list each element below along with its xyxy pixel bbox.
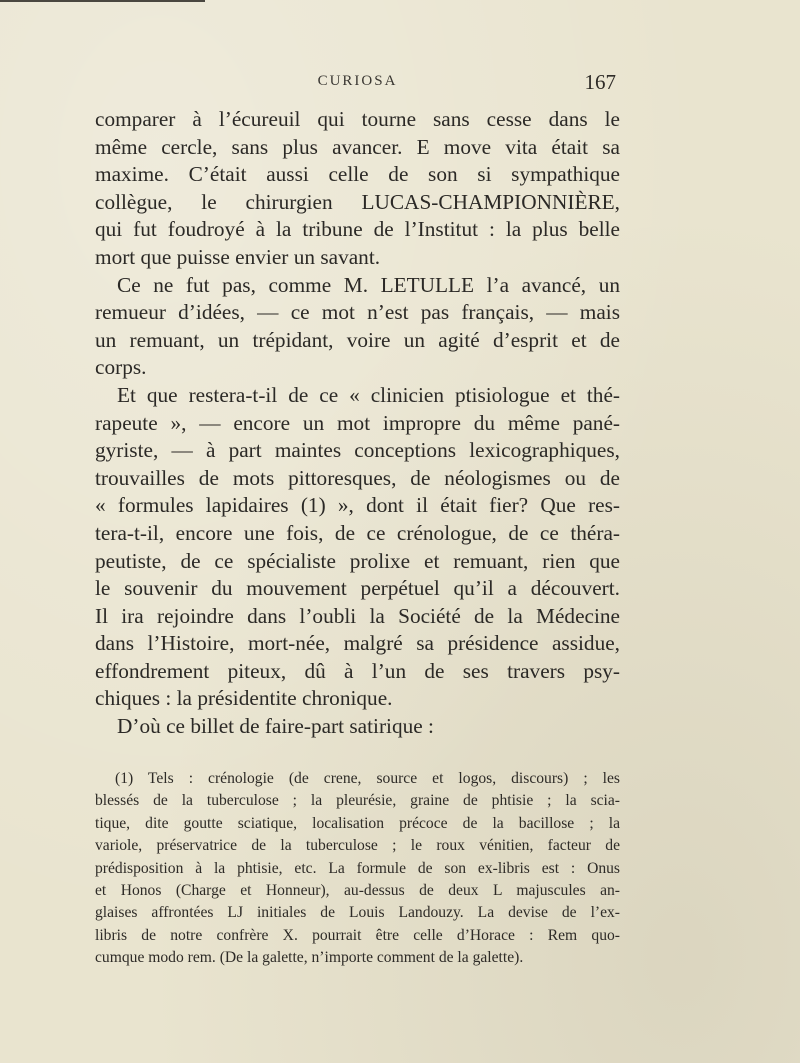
text-line: tera-t-il, encore une fois, de ce crénologue, de ce théra- xyxy=(95,520,620,545)
body-text xyxy=(95,106,620,741)
text-line: même cercle, sans plus avancer. E move vita était sa xyxy=(95,134,620,159)
footnote-line: tique, dite goutte sciatique, localisation précoce de la bacillose ; la xyxy=(95,814,620,832)
footnote-line: glaises affrontées LJ initiales de Louis Landouzy. La devise de l’ex- xyxy=(95,904,620,922)
running-title: CURIOSA xyxy=(317,73,398,89)
text-line: Et que restera-t-il de ce « clinicien ptisiologue et thé- xyxy=(117,382,620,407)
text-line: mort que puisse envier un savant. xyxy=(95,244,381,269)
text-line: gyriste, — à part maintes conceptions lexicographiques, xyxy=(95,438,620,463)
text-line: un remuant, un trépidant, voire un agité d’esprit et de xyxy=(95,327,620,352)
text-line: dans l’Histoire, mort-née, malgré sa présidence assidue, xyxy=(95,631,620,656)
text-line: Il ira rejoindre dans l’oubli la Société de la Médecine xyxy=(95,603,620,628)
text-line: qui fut foudroyé à la tribune de l’Institut : la plus belle xyxy=(95,217,620,242)
footnote-line: prédisposition à la phtisie, etc. La formule de son ex-libris est : Onus xyxy=(95,859,620,877)
text-line: effondrement piteux, dû à l’un de ses travers psy- xyxy=(95,658,620,683)
text-line: Ce ne fut pas, comme M. LETULLE l’a avancé, un xyxy=(117,272,620,297)
footnote-line: blessés de la tuberculose ; la pleurésie, graine de phtisie ; la scia- xyxy=(95,792,620,810)
footnote-line: et Honos (Charge et Honneur), au-dessus de deux L majuscules an- xyxy=(95,882,620,900)
footnote-line: variole, préservatrice de la tuberculose ; le roux vénitien, facteur de xyxy=(95,837,620,855)
text-line: rapeute », — encore un mot impropre du même pané- xyxy=(95,410,620,435)
top-rule xyxy=(0,0,205,2)
text-line: peutiste, de ce spécialiste prolixe et remuant, rien que xyxy=(95,548,620,573)
text-line: D’où ce billet de faire-part satirique : xyxy=(117,714,434,739)
page-header xyxy=(95,70,620,96)
text-line: le souvenir du mouvement perpétuel qu’il a découvert. xyxy=(95,576,620,601)
text-line: collègue, le chirurgien LUCAS-CHAMPIONNIÈRE, xyxy=(95,189,620,214)
text-line: « formules lapidaires (1) », dont il était fier? Que res- xyxy=(95,493,620,518)
footnote-line: (1) Tels : crénologie (de crene, source et logos, discours) ; les xyxy=(115,770,620,787)
text-line: comparer à l’écureuil qui tourne sans cesse dans le xyxy=(95,107,620,131)
text-line: maxime. C’était aussi celle de son si sympathique xyxy=(95,162,620,187)
text-line: chiques : la présidentite chronique. xyxy=(95,686,393,711)
footnote-line: libris de notre confrère X. pourrait être celle d’Horace : Rem quo- xyxy=(95,926,620,944)
text-line: remueur d’idées, — ce mot n’est pas français, — mais xyxy=(95,300,620,325)
text-line: trouvailles de mots pittoresques, de néologismes ou de xyxy=(95,465,620,490)
page-number: 167 xyxy=(584,70,616,94)
footnote-line: cumque modo rem. (De la galette, n’importe comment de la galette). xyxy=(95,949,524,967)
footnote xyxy=(95,768,620,970)
text-line: corps. xyxy=(95,355,147,380)
